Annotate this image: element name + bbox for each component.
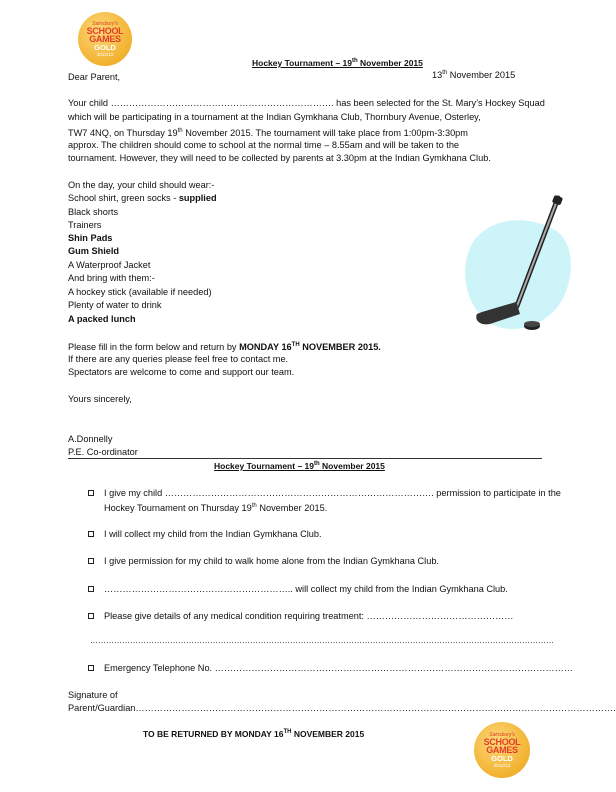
school-games-gold-badge-bottom: Sainsbury's SCHOOL GAMES GOLD 2012/13 bbox=[474, 722, 530, 778]
kit-stick: A hockey stick (available if needed) bbox=[68, 287, 212, 297]
option2-checkbox[interactable] bbox=[88, 531, 94, 537]
option4-text: …………………………………………………….. will collect my child from the Indian Gymkhana Club. bbox=[104, 584, 508, 594]
return-line2: If there are any queries please feel free to contact me. bbox=[68, 354, 289, 364]
return-line3: Spectators are welcome to come and support our team. bbox=[68, 367, 295, 377]
option2-text: I will collect my child from the Indian Gymkhana Club. bbox=[104, 529, 322, 539]
kit-shirt: School shirt, green socks - supplied bbox=[68, 193, 217, 203]
signer-role: P.E. Co-ordinator bbox=[68, 447, 138, 457]
return-line1: Please fill in the form below and return by MONDAY 16TH NOVEMBER 2015. bbox=[68, 342, 381, 353]
para1-line2: which will be participating in a tournament at the Indian Gymkhana Club, Thornbury Avenue, Osterley, bbox=[68, 112, 481, 122]
kit-intro: On the day, your child should wear:- bbox=[68, 180, 215, 190]
footer-return-notice: TO BE RETURNED BY MONDAY 16TH NOVEMBER 2015 bbox=[143, 729, 365, 739]
option3-checkbox[interactable] bbox=[88, 558, 94, 564]
kit-lunch: A packed lunch bbox=[68, 314, 136, 324]
letter-heading: Hockey Tournament – 19th November 2015 bbox=[252, 58, 423, 68]
emergency-phone-field[interactable]: Emergency Telephone No. ……………………………………………………………………………………………………… bbox=[104, 663, 573, 673]
signature-field[interactable]: Parent/Guardian…………………………………………………………………………………………………………………………………………. bbox=[68, 703, 616, 713]
divider-line bbox=[68, 458, 542, 459]
badge-gold: GOLD bbox=[94, 43, 116, 52]
school-games-gold-badge-top bbox=[78, 12, 132, 66]
para1-line1: Your child ………………………………………………………………. has been selected for the St. Mary’s Hockey Squad bbox=[68, 98, 545, 108]
option5-checkbox[interactable] bbox=[88, 613, 94, 619]
badge-year: 2012/13 bbox=[96, 52, 114, 57]
closing: Yours sincerely, bbox=[68, 394, 132, 404]
option6-checkbox[interactable] bbox=[88, 665, 94, 671]
letter-date: 13th November 2015 bbox=[432, 70, 516, 81]
option4-checkbox[interactable] bbox=[88, 586, 94, 592]
form-heading: Hockey Tournament – 19th November 2015 bbox=[214, 461, 385, 471]
para1-line5: tournament. However, they will need to be collected by parents at 3.30pm at the Indian Gymkhana Club. bbox=[68, 153, 491, 163]
option1-checkbox[interactable] bbox=[88, 490, 94, 496]
option3-text: I give permission for my child to walk home alone from the Indian Gymkhana Club. bbox=[104, 556, 439, 566]
signature-label: Signature of bbox=[68, 690, 118, 700]
option1-line1: I give my child ……………………………………………………………………………. permission to participate in the bbox=[104, 488, 561, 498]
kit-water: Plenty of water to drink bbox=[68, 300, 162, 310]
hockey-stick-illustration bbox=[460, 196, 580, 342]
kit-trainers: Trainers bbox=[68, 220, 102, 230]
signer-name: A.Donnelly bbox=[68, 434, 113, 444]
kit-bring: And bring with them:- bbox=[68, 273, 155, 283]
para1-line3: TW7 4NQ, on Thursday 19th November 2015. The tournament will take place from 1:00pm-3:30pm bbox=[68, 128, 468, 139]
medical-details-field[interactable]: Please give details of any medical condition requiring treatment: ………………………………………… bbox=[104, 611, 514, 621]
kit-shorts: Black shorts bbox=[68, 207, 119, 217]
medical-details-blank-line[interactable]: ………………………………………………………………………………………………………………………………………………………… bbox=[90, 636, 554, 645]
option1-line2: Hockey Tournament on Thursday 19th November 2015. bbox=[104, 503, 328, 514]
salutation: Dear Parent, bbox=[68, 72, 121, 82]
kit-jacket: A Waterproof Jacket bbox=[68, 260, 151, 270]
para1-line4: approx. The children should come to school at the normal time – 8.55am and will be taken to the bbox=[68, 140, 460, 150]
kit-gumshield: Gum Shield bbox=[68, 246, 120, 256]
badge-sponsor: Sainsbury's bbox=[92, 21, 118, 27]
badge-games: GAMES bbox=[89, 34, 121, 44]
kit-shinpads: Shin Pads bbox=[68, 233, 113, 243]
badge-school: SCHOOL bbox=[86, 26, 124, 36]
